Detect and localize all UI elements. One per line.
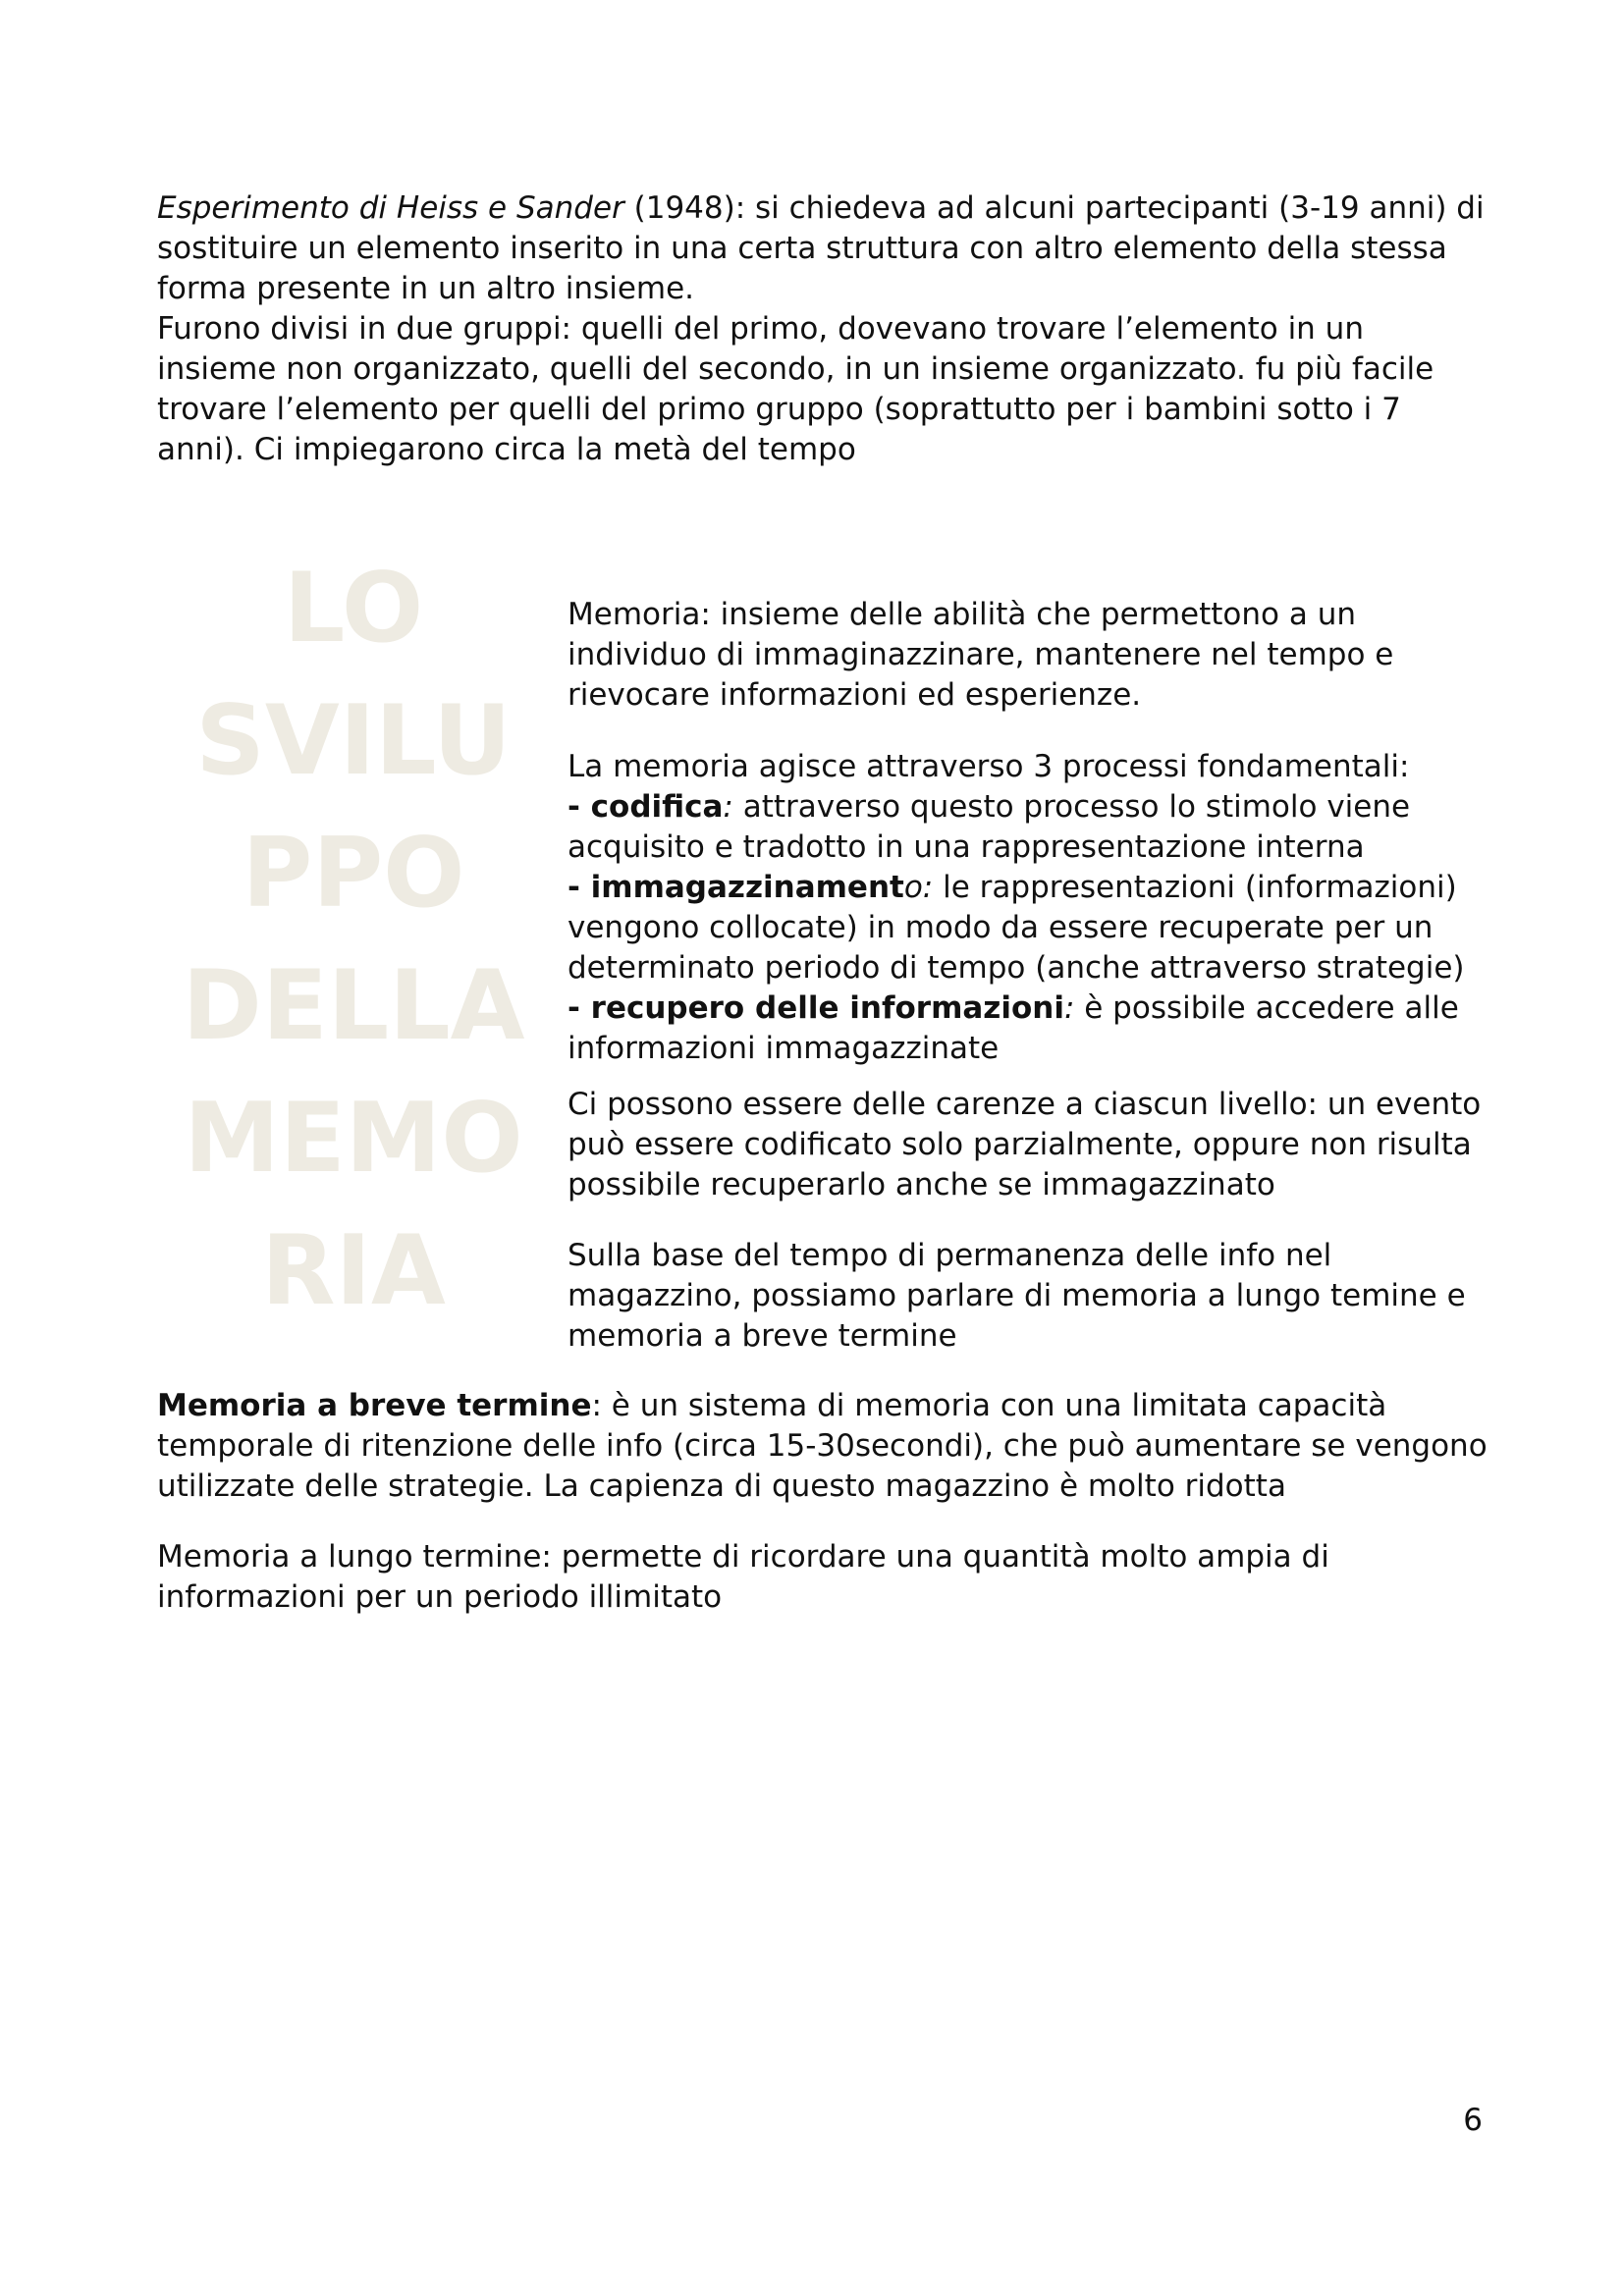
memory-deficits: Ci possono essere delle carenze a ciascun livello: un evento può essere codificato solo parzialmente, oppure non risulta possibile recuperarlo anche se immagazzinato	[568, 1087, 1482, 1202]
process-codifica-colon: :	[723, 789, 733, 825]
intro-paragraph	[157, 188, 1492, 470]
intro-text-continued: Furono divisi in due gruppi: quelli del primo, dovevano trovare l’elemento in un insieme non organizzato, quelli del secondo, in un insieme organizzato. fu più facile trovare l’elemento per quelli del primo gruppo (soprattutto per i bambini sotto i 7 anni). Ci impiegarono circa la metà del tempo	[157, 311, 1434, 467]
sidebar-title-line: PPO	[242, 818, 465, 930]
process-codifica-text: attraverso questo processo lo stimolo viene acquisito e tradotto in una rappresentazione interna	[568, 789, 1411, 865]
short-term-label: Memoria a breve termine	[157, 1388, 592, 1423]
sidebar-title-line: LO	[283, 553, 424, 665]
sidebar-title-line: DELLA	[182, 950, 525, 1062]
short-term-text: : è un sistema di memoria con una limitata capacità temporale di ritenzione delle info (circa 15-30secondi), che può aumentare se vengono utilizzate delle strategie. La capienza di questo magazzino è molto ridotta	[157, 1388, 1488, 1504]
memory-processes	[568, 747, 1500, 1069]
page-number: 6	[1463, 2103, 1483, 2138]
intro-text: (1948): si chiedeva ad alcuni partecipanti (3-19 anni) di sostituire un elemento inserito in una certa struttura con altro elemento della stessa forma presente in un altro insieme.	[157, 190, 1485, 306]
process-codifica-label: - codifica	[568, 789, 724, 825]
process-immagazzinamento-suffix: o:	[903, 870, 934, 905]
process-recupero-label: - recupero delle informazioni	[568, 990, 1064, 1026]
memory-duration: Sulla base del tempo di permanenza delle info nel magazzino, possiamo parlare di memoria a lungo temine e memoria a breve termine	[568, 1238, 1466, 1354]
process-immagazzinamento-label: - immagazzinament	[568, 870, 904, 905]
long-term-memory-paragraph: Memoria a lungo termine: permette di ricordare una quantità molto ampia di informazioni per un periodo illimitato	[157, 1539, 1329, 1615]
experiment-citation: Esperimento di Heiss e Sander	[157, 190, 624, 226]
sidebar-title	[162, 543, 545, 1338]
sidebar-title-line: MEMO	[184, 1083, 523, 1195]
sidebar-title-line: RIA	[261, 1215, 446, 1327]
process-immagazzinamento-text: le rappresentazioni (informazioni) vengono collocate) in modo da essere recuperate per un determinato periodo di tempo (anche attraverso strategie)	[568, 870, 1465, 986]
process-recupero-colon: :	[1063, 990, 1075, 1026]
process-recupero-text: è possibile accedere alle informazioni immagazzinate	[568, 990, 1459, 1066]
processes-intro: La memoria agisce attraverso 3 processi fondamentali:	[568, 749, 1410, 784]
short-term-memory-paragraph	[157, 1386, 1492, 1507]
memory-definition: Memoria: insieme delle abilità che permettono a un individuo di immaginazzinare, mantenere nel tempo e rievocare informazioni ed esperienze.	[568, 597, 1394, 713]
sidebar-title-line: SVILU	[195, 685, 512, 797]
